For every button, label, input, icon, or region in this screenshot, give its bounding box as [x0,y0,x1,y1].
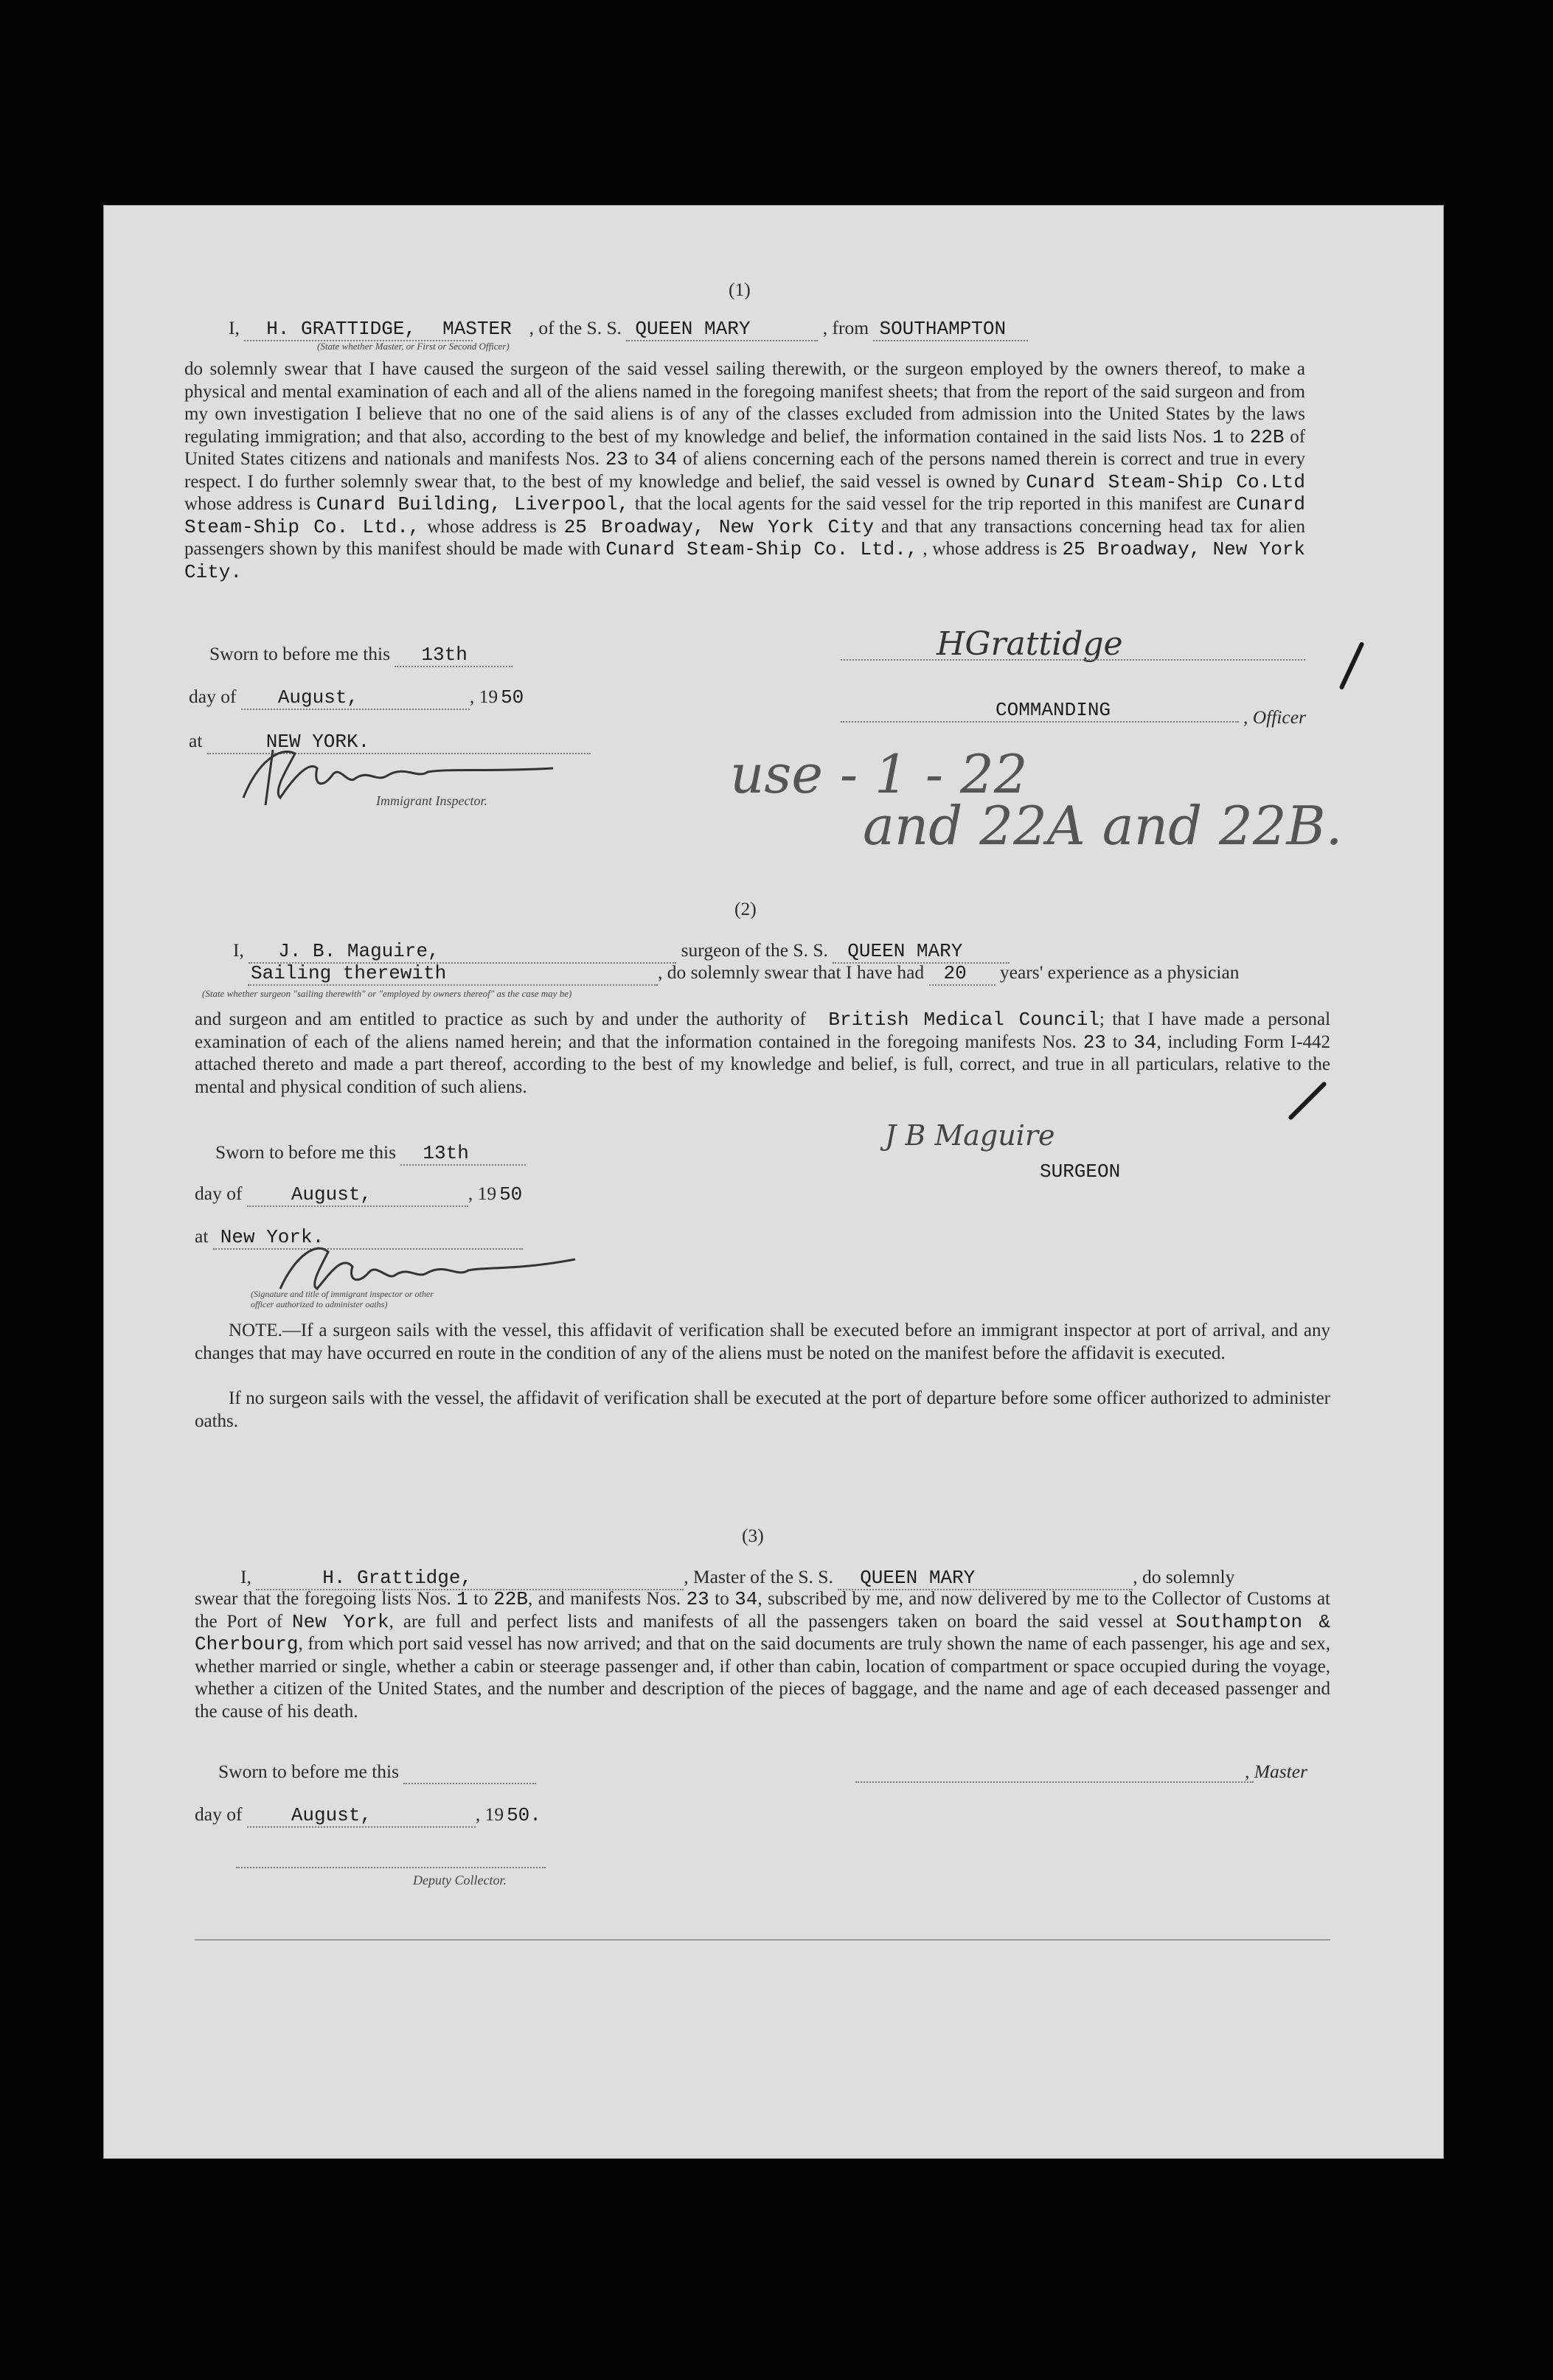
lists-to: 22B [1249,425,1285,448]
date-line: day of August, , 19 50 [189,686,524,709]
manifests-from: 23 [686,1588,709,1610]
deputy-line [236,1867,546,1868]
month: August, [277,686,359,709]
tax-address: 25 Broadway, New York City. [184,538,1306,583]
departure-port: SOUTHAMPTON [879,318,1007,340]
inspector-signature [265,1237,619,1296]
signature-line [841,659,1305,661]
of-ss-label: , of the S. S. [529,317,622,338]
tax-agent: Cunard Steam-Ship Co. Ltd., [605,538,918,560]
inspector-label: Immigrant Inspector. [376,793,487,808]
ship-name: QUEEN MARY [860,1567,976,1589]
sworn-day: 13th [421,644,468,666]
review-tick [1338,641,1364,690]
oath-body: do solemnly swear that I have caused the surgeon of the said vessel sailing therewith, or the surgeon employed by the owners thereof, to make a physical and mental examination of each and all of the aliens named in the foregoing manifest sheets; that from the report of the said surgeon and from my own investigation I believe that no one of the said aliens is of any of the classes excluded from admission into the United States by the laws regulating immigration; and that also, according to the best of my knowledge and belief, the information contained in the said lists Nos. 1 to 22B of United States citizens and nationals and manifests Nos. 23 to 34 of aliens concerning each of the persons named therein is correct and true in every respect. I do further solemnly swear that, to the best of my knowledge and belief, the said vessel is owned by Cunard Steam-Ship Co.Ltd whose address is Cunard Building, Liverpool, that the local agents for the said vessel for the trip reported in this manifest are Cunard Steam-Ship Co. Ltd., whose address is 25 Broadway, New York City and that any transactions concerning head tax for alien passengers shown by this manifest should be made with Cunard Steam-Ship Co. Ltd., , whose address is 25 Broadway, New York City. [184,359,1306,583]
from-label: , from [822,317,869,338]
agents: Cunard Steam-Ship Co. Ltd., [184,493,1306,538]
ship-name: QUEEN MARY [635,318,751,340]
place-line: at NEW YORK. [189,730,591,754]
date-line: day of August, , 19 50 [195,1183,523,1205]
lists-from: 1 [456,1588,468,1610]
handwritten-note-1: use - 1 - 22 [730,743,1028,805]
years: 20 [943,962,967,984]
surgeon-body: and surgeon and am entitled to practice as such by and under the authority of British Medical Council; that I have made a personal examination of each of the aliens named herein; and that the information contained in the foregoing manifests Nos. 23 to 34, including Form I-442 attached thereto and made a part thereof, according to the best of my knowledge and belief, is full, correct, and true in all particulars, relative to the mental and physical condition of such aliens. [195,1009,1331,1097]
agents-address: 25 Broadway, New York City [563,515,875,538]
section-number: (2) [734,898,757,919]
date-line: day of August, , 19 50. [195,1803,541,1826]
sworn-line: Sworn to before me this 13th [209,643,513,667]
departure-ports: Southampton & Cherbourg [195,1610,1331,1655]
lists-to: 22B [493,1588,528,1610]
surgeon-name: J. B. Maguire, [278,940,440,962]
place: New York. [220,1226,324,1248]
oath-line-1 [229,317,1028,341]
manifests-to: 34 [1133,1031,1157,1054]
place: NEW YORK. [265,731,370,753]
i-label: I, [229,317,240,338]
officer-rank: COMMANDING [996,699,1111,721]
sailing-status: Sailing therewith [251,962,447,984]
handwritten-note-2: and 22A and 22B. [863,795,1343,857]
manifests-to: 34 [734,1588,758,1610]
authority: British Medical Council [828,1009,1099,1031]
month: August, [291,1183,372,1205]
manifests-from: 23 [1083,1031,1106,1054]
master-name: H. Grattidge, [322,1567,473,1589]
deputy-label: Deputy Collector. [413,1873,507,1887]
sworn-line: Sworn to before me this [218,1761,536,1784]
title-note: (State whether Master, or First or Second Officer) [317,341,510,352]
owner: Cunard Steam-Ship Co.Ltd [1026,470,1306,493]
manifests-from: 23 [605,448,629,470]
affidavit-page [103,205,1444,2159]
sworn-day: 13th [423,1142,469,1164]
year: 50 [499,1183,523,1205]
arrival-port: New York [292,1610,389,1633]
surgeon-signature: J B Maguire [885,1119,1055,1152]
status-note: (State whether surgeon "sailing therewith" or "employed by owners thereof" as the case may be) [202,988,572,999]
master-label: , Master [1245,1761,1307,1782]
master-line: I, H. Grattidge, , Master of the S. S. QUEEN MARY , do solemnly [240,1566,1235,1589]
surgeon-label: SURGEON [1040,1161,1121,1183]
officer-label: , Officer [1243,706,1306,728]
master-name: H. GRATTIDGE, [266,318,417,340]
manifests-to: 34 [654,448,678,470]
master-body: swear that the foregoing lists Nos. 1 to 22B, and manifests Nos. 23 to 34, subscribed by me, and now delivered by me to the Collector of Customs at the Port of New York, are full and perfect lists and manifests of all the passengers taken on board the said vessel at Southampton & Cherbourg, from which port said vessel has now arrived; and that on the said documents are truly shown the name of each passenger, his age and sex, whether married or single, whether a cabin or steerage passenger and, if other than cabin, location of compartment or space occupied during the voyage, whether a citizen of the United States, and the number and description of the pieces of baggage, and the name and age of each deceased passenger and the cause of his death. [195,1588,1331,1722]
lists-from: 1 [1212,425,1224,448]
bottom-rule [195,1939,1330,1941]
section-number: (3) [742,1525,764,1546]
note: NOTE.—If a surgeon sails with the vessel, this affidavit of verification shall be executed before an immigrant inspector at port of arrival, and any changes that may have occurred en route in the condition of any of the aliens must be noted on the manifest before the affidavit is executed. [195,1321,1330,1363]
owner-address: Cunard Building, Liverpool, [316,493,630,515]
note-label: NOTE. [229,1321,282,1340]
sworn-line: Sworn to before me this 13th [215,1141,526,1166]
officer-line [841,721,1239,723]
place-line: at New York. [195,1225,523,1250]
master-signature: HGrattidge [937,625,1123,663]
sign-note: (Signature and title of immigrant inspector or other officer authorized to administer oaths) [251,1289,434,1309]
month: August, [291,1804,372,1826]
ship-name: QUEEN MARY [847,940,963,962]
section-number: (1) [729,279,751,300]
note-2: If no surgeon sails with the vessel, the affidavit of verification shall be executed at the port of departure before some officer authorized to administer oaths. [195,1388,1330,1431]
year: 50. [507,1804,541,1826]
surgeon-line: I, J. B. Maguire, surgeon of the S. S. QUEEN MARY [233,939,1010,964]
sailing-line: Sailing therewith , do solemnly swear that I have had 20 years' experience as a physician [248,961,1240,986]
year: 50 [501,686,524,709]
master-title: MASTER [442,318,512,340]
master-signature-line [855,1781,1254,1783]
